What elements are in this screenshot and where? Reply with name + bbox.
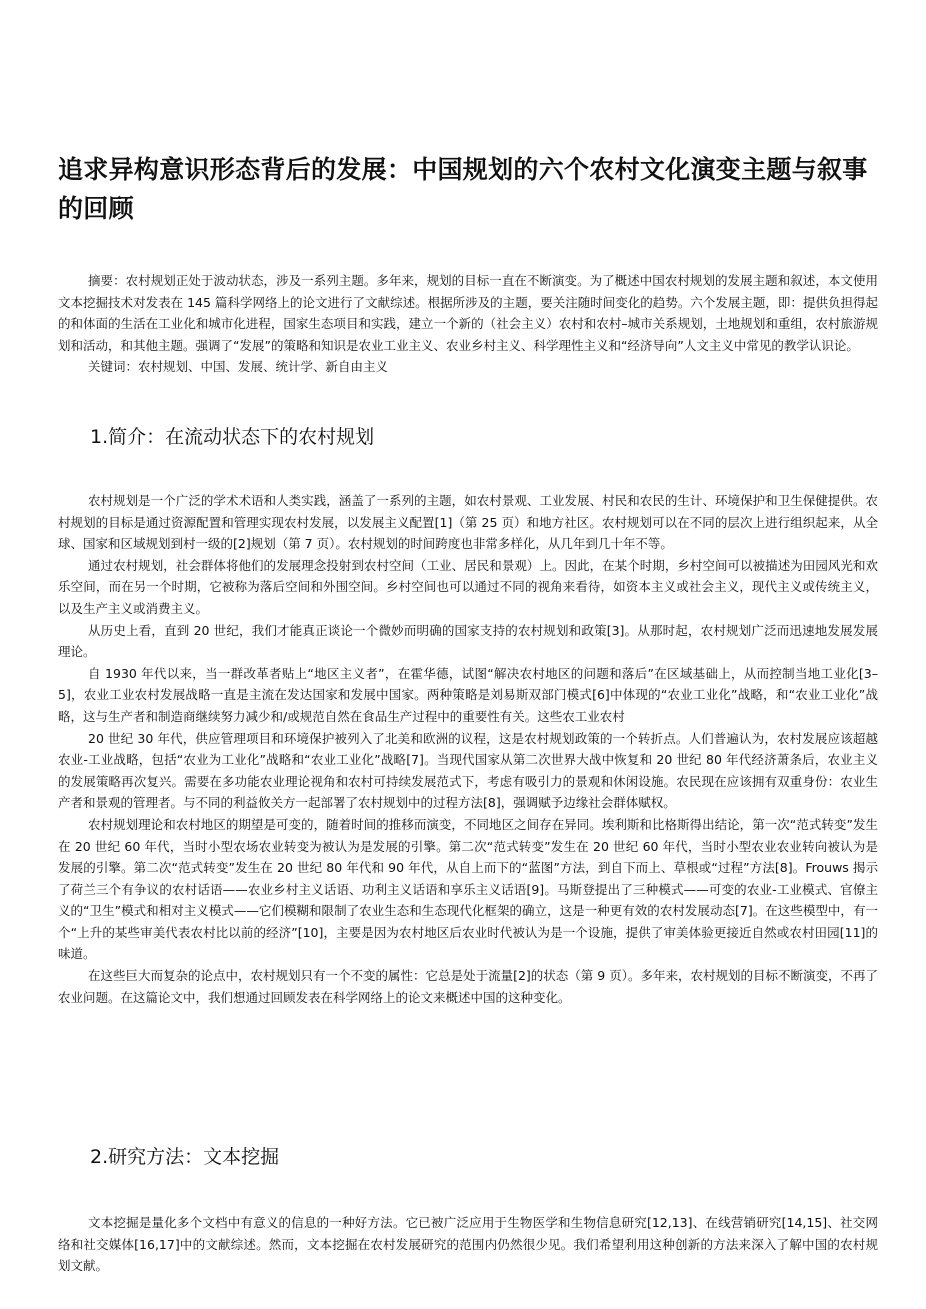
- paragraph: 农村规划理论和农村地区的期望是可变的，随着时间的推移而演变，不同地区之间存在异同。埃利斯和比格斯得出结论，第一次“范式转变”发生在 20 世纪 60 年代，当时小型农场农业转变为被认为是发展的引擎。第二次“范式转变”发生在 20 世纪 60 年代，当时小型农业农业转向被认为是发展的引擎。第二次“范式转变”发生在 20 世纪 80 年代和 90 年代，从自上而下的“蓝图”方法，到自下而上、草根或“过程”方法[8]。Frouws 揭示了荷兰三个有争议的农村话语——农业乡村主义话语、功利主义话语和享乐主义话语[9]。马斯登提出了三种模式——可变的农业-工业模式、官僚主义的“卫生”模式和相对主义模式——它们模糊和限制了农业生态和生态现代化框架的确立，这是一种更有效的农村发展动态[7]。在这些模型中，有一个“上升的某些审美代表农村比以前的经济”[10]，主要是因为农村地区后农业时代被认为是一个设施，提供了审美体验更接近自然或农村田园[11]的味道。: [58, 816, 878, 962]
- section-2-body: [58, 1212, 878, 1277]
- paragraph: 自 1930 年代以来，当一群改革者贴上“地区主义者”，在霍华德，试图“解决农村地区的问题和落后”在区域基础上，从而控制当地工业化[3–5]，农业工业农村发展战略一直是主流在发达国家和发展中国家。两种策略是刘易斯双部门模式[6]中体现的“农业工业化”战略，和“农业工业化”战略，这与生产者和制造商继续努力减少和/或规范自然在食品生产过程中的重要性有关。这些农工业农村: [58, 665, 878, 724]
- paragraph: 20 世纪 30 年代，供应管理项目和环境保护被列入了北美和欧洲的议程，这是农村规划政策的一个转折点。人们普遍认为，农村发展应该超越农业-工业战略，包括“农业为工业化”战略和“农业工业化”战略[7]。当现代国家从第二次世界大战中恢复和 20 世纪 80 年代经济萧条后，农业主义的发展策略再次复兴。需要在多功能农业理论视角和农村可持续发展范式下，考虑有吸引力的景观和休闲设施。农民现在应该拥有双重身份：农业生产者和景观的管理者。与不同的利益攸关方一起部署了农村规划中的过程方法[8]，强调赋予边缘社会群体赋权。: [58, 730, 879, 811]
- paragraph: 文本挖掘是量化多个文档中有意义的信息的一种好方法。它已被广泛应用于生物医学和生物信息研究[12,13]、在线营销研究[14,15]、社交网络和社交媒体[16,17]中的文献综述。然而，文本挖掘在农村发展研究的范围内仍然很少见。我们希望利用这种创新的方法来深入了解中国的农村规划文献。: [58, 1215, 878, 1274]
- paper-title: 追求异构意识形态背后的发展：中国规划的六个农村文化演变主题与叙事的回顾: [58, 155, 868, 223]
- paragraph: 在这些巨大而复杂的论点中，农村规划只有一个不变的属性：它总是处于流量[2]的状态（第 9 页）。多年来，农村规划的目标不断演变，不再了农业问题。在这篇论文中，我们想通过回顾发表在科学网络上的论文来概述中国的这种变化。: [58, 968, 878, 1005]
- section-1-heading: 1.简介：在流动状态下的农村规划: [90, 426, 375, 448]
- paragraph: 农村规划是一个广泛的学术术语和人类实践，涵盖了一系列的主题，如农村景观、工业发展、村民和农民的生计、环境保护和卫生保健提供。农村规划的目标是通过资源配置和管理实现农村发展，以发展主义配置[1]（第 25 页）和地方社区。农村规划可以在不同的层次上进行组织起来，从全球、国家和区域规划到村一级的[2]规划（第 7 页）。农村规划的时间跨度也非常多样化，从几年到几十年不等。: [58, 493, 878, 552]
- abstract-section: [58, 270, 878, 378]
- abstract-text: 摘要：农村规划正处于波动状态，涉及一系列主题。多年来，规划的目标一直在不断演变。为了概述中国农村规划的发展主题和叙述，本文使用文本挖掘技术对发表在 145 篇科学网络上的论文进行了文献综述。根据所涉及的主题，要关注随时间变化的趋势。六个发展主题，即：提供负担得起的和体面的生活在工业化和城市化进程，国家生态项目和实践，建立一个新的（社会主义）农村和农村–城市关系规划，土地规划和重组，农村旅游规划和活动，和其他主题。强调了“发展”的策略和知识是农业工业主义、农业乡村主义、科学理性主义和“经济导向”人文主义中常见的教学认识论。: [58, 273, 878, 353]
- paragraph: 从历史上看，直到 20 世纪，我们才能真正谈论一个微妙而明确的国家支持的农村规划和政策[3]。从那时起，农村规划广泛而迅速地发展发展理论。: [58, 622, 878, 660]
- keywords: 关键词：农村规划、中国、发展、统计学、新自由主义: [88, 359, 389, 375]
- section-2-heading: 2.研究方法：文本挖掘: [90, 1146, 280, 1168]
- section-1-body: [58, 490, 878, 1008]
- paragraph: 通过农村规划，社会群体将他们的发展理念投射到农村空间（工业、居民和景观）上。因此，在某个时期，乡村空间可以被描述为田园风光和欢乐空间，而在另一个时期，它被称为落后空间和外围空间。乡村空间也可以通过不同的视角来看待，如资本主义或社会主义，现代主义或传统主义，以及生产主义或消费主义。: [58, 557, 878, 616]
